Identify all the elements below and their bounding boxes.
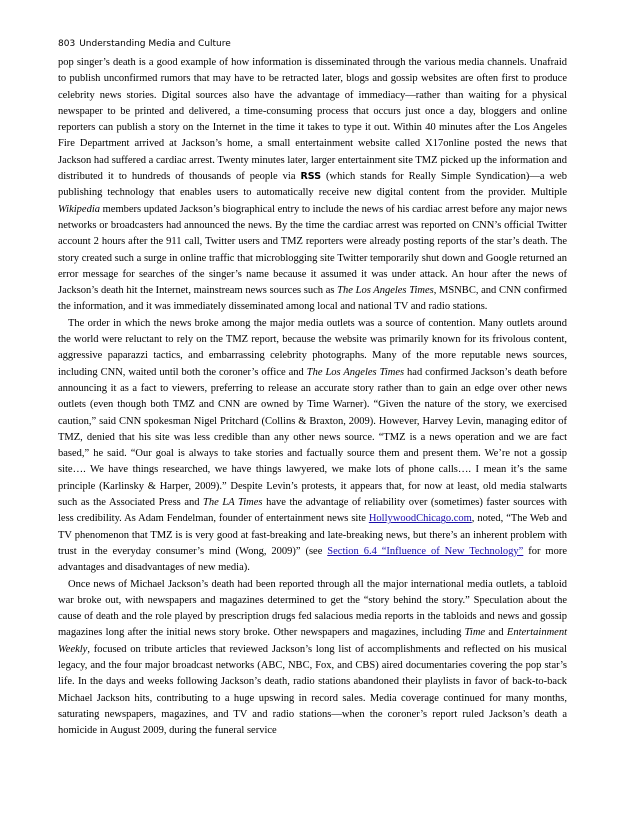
key-term: RSS <box>300 171 322 183</box>
paragraph <box>58 316 567 577</box>
italic-title: Wikipedia <box>58 203 100 215</box>
running-header <box>58 38 567 51</box>
text-run: had confirmed Jackson’s death before announcing it as a fact to viewers, preferring to release an accurate story rather than to gain an edge over other news outlets (even though both TMZ and CNN are owned by Time Warner). “Given the nature of the story, we exercised caution,” said CNN spokesman Nigel Pritchard (Collins & Braxton, 2009). However, Harvey Levin, managing editor of TMZ, denied that his site was less credible than any other news source. “TMZ is a news operation and we are fact based,” he said. “Our goal is always to take stories and factually source them and present them. We’re not a gossip site…. We have things researched, we have things lawyered, we make lots of phone calls…. I mean it’s the same principle (Karlinsky & Harper, 2009).” Despite Levin’s protests, it appears that, for now at least, old media stalwarts such as the Associated Press and <box>58 366 567 509</box>
text-run: pop singer’s death is a good example of how information is disseminated through the various media channels. Unafraid to publish unconfirmed rumors that may have to be retracted later, blogs and gossip websites are often first to produce celebrity news stories. Digital sources also have the advantage of immediacy—rather than waiting for a physical newspaper to be printed and delivered, a time-consuming process that occurs just once a day, bloggers and online reporters can publish a story on the Internet in the time it takes to type it out. Within 40 minutes after the Los Angeles Fire Department arrived at Jackson’s home, a small entertainment website called X17online posted the news that Jackson had suffered a cardiac arrest. Twenty minutes later, larger entertainment site TMZ picked up the information and distributed it to hundreds of thousands of people via <box>58 57 567 183</box>
paragraph <box>58 577 567 740</box>
italic-title: The Los Angeles Times <box>337 285 434 297</box>
section-6-4-link[interactable]: Section 6.4 “Influence of New Technology” <box>327 545 524 557</box>
text-run: The order in which the news broke among the major media outlets was a source of contention. Many outlets around the world were reluctant to rely on the TMZ report, because the website was primarily known for its frivolous content, aggressive paparazzi tactics, and embarrassing celebrity photographs. Many of the more reputable news sources, including CNN, waited until both the coroner’s office and <box>58 317 567 378</box>
text-run: , MSNBC, and CNN confirmed the information, and it was immediately disseminated among local and national TV and radio stations. <box>58 285 568 313</box>
text-run: , focused on tribute articles that reviewed Jackson’s long list of accomplishments and reflected on his musical legacy, and the four major broadcast networks (ABC, NBC, Fox, and CBS) aired documentaries covering the pop star’s life. In the days and weeks following Jackson’s death, radio stations abandoned their playlists in favor of back-to-back Michael Jackson hits, contributing to a huge upswing in record sales. Media coverage continued for many months, saturating newspapers, magazines, and TV and radio stations—when the coroner’s report ruled Jackson’s death a homicide in August 2009, during the funeral service <box>58 643 567 737</box>
text-run: Once news of Michael Jackson’s death had been reported through all the major international media outlets, a tabloid war broke out, with newspapers and magazines determined to get the “story behind the story.” Speculation about the cause of death and the role played by prescription drugs fed salacious media reports in the tabloids and news and gossip magazines long after the initial news story broke. Other newspapers and magazines, including <box>58 578 567 639</box>
italic-title: Time <box>464 627 486 639</box>
body-text <box>58 55 567 739</box>
book-title: Understanding Media and Culture <box>79 39 231 49</box>
text-run: members updated Jackson’s biographical entry to include the news of his cardiac arrest before any major news networks or broadcasters had announced the news. By the time the cardiac arrest was reported on CNN’s official Twitter account 2 hours after the 911 call, Twitter users and TMZ reporters were already posting reports of the star’s death. The story created such a surge in online traffic that microblogging site Twitter temporarily shut down and Google returned an error message for searches of the singer’s name because it assumed it was under attack. An hour after the news of Jackson’s death hit the Internet, mainstream news sources such as <box>58 203 567 297</box>
text-run: for more advantages and disadvantages of new media). <box>58 545 567 574</box>
italic-title: The LA Times <box>203 497 263 509</box>
paragraph <box>58 55 567 316</box>
hollywoodchicago-link[interactable]: HollywoodChicago.com <box>368 513 472 525</box>
text-run: , noted, “The Web and TV phenomenon that TMZ is is very good at fast-breaking and late-breaking news, but there’s an inherent problem with trust in the everyday consumer’s mind (Wong, 2009)” (see <box>58 513 567 557</box>
text-run: have the advantage of reliability over (sometimes) faster sources with less credibility. As Adam Fendelman, founder of entertainment news site <box>58 497 567 525</box>
page-number: 803 <box>58 39 76 49</box>
italic-title: The Los Angeles Times <box>306 366 405 378</box>
italic-title: Entertainment Weekly <box>58 627 567 655</box>
text-run: and <box>485 627 507 639</box>
text-run: (which stands for Really Simple Syndication)—a web publishing technology that enables users to automatically receive new digital content from the provider. Multiple <box>58 171 568 199</box>
